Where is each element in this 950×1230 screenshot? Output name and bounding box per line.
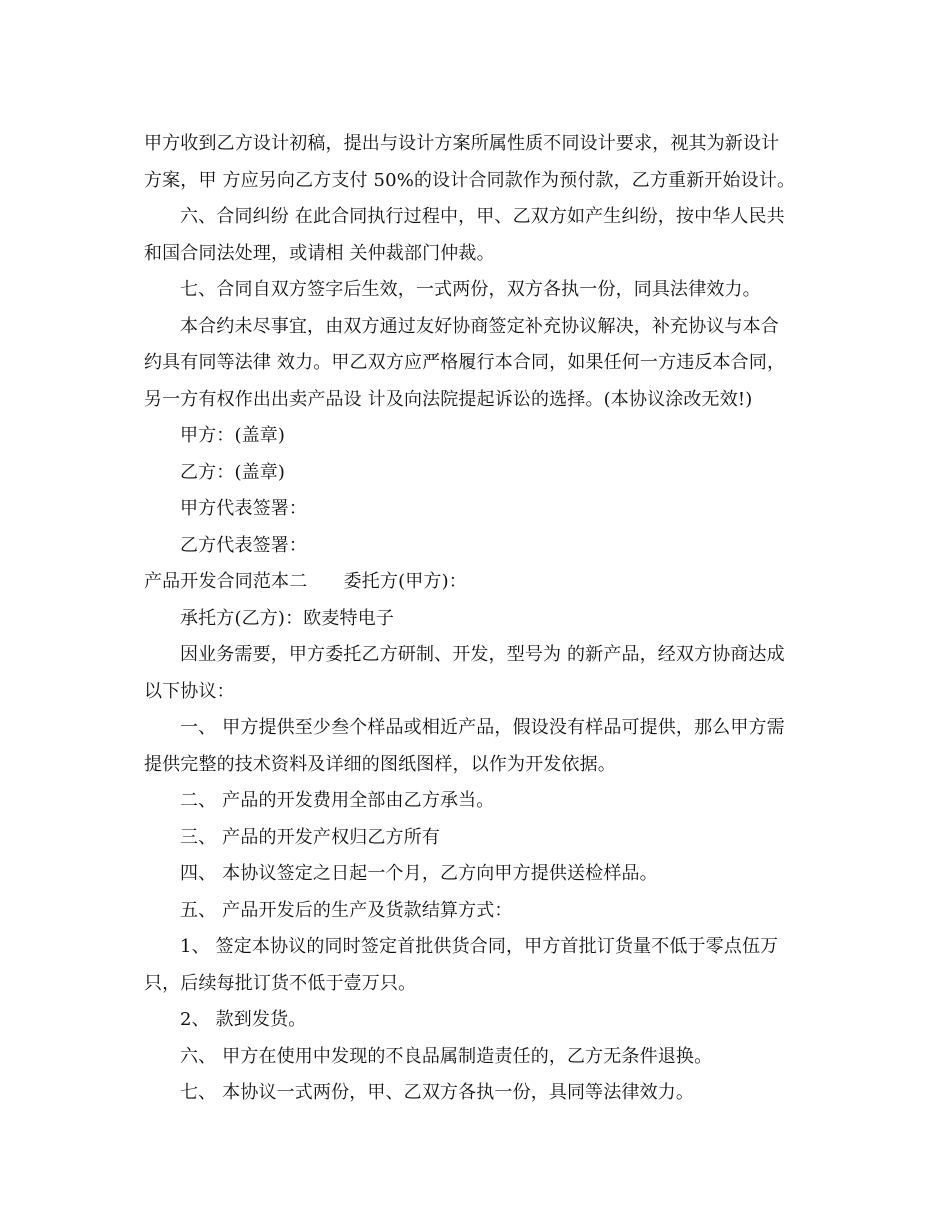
signature-line: 甲方代表签署：: [180, 498, 308, 519]
clause-line: 二、 产品的开发费用全部由乙方承当。: [180, 790, 495, 811]
paragraph-line: 本合约未尽事宜，由双方通过友好协商签定补充协议解决，补充协议与本合: [180, 315, 779, 337]
paragraph-line: 六、合同纠纷 在此合同执行过程中，甲、乙双方如产生纠纷，按中华人民共: [180, 206, 785, 227]
paragraph-line: 以下协议：: [144, 680, 235, 702]
clause-line: 四、 本协议签定之日起一个月，乙方向甲方提供送检样品。: [180, 863, 658, 884]
signature-line: 乙方：(盖章): [180, 461, 286, 483]
paragraph-line: 约具有同等法律 效力。甲乙双方应严格履行本合同，如果任何一方违反本合同，: [144, 352, 786, 373]
clause-line: 三、 产品的开发产权归乙方所有: [180, 826, 440, 848]
paragraph-line: 因业务需要，甲方委托乙方研制、开发，型号为 的新产品，经双方协商达成: [180, 644, 785, 665]
clause-line: 提供完整的技术资料及详细的图纸图样，以作为开发依据。: [144, 753, 616, 775]
document-body: [144, 126, 804, 1112]
clause-line: 2、 款到发货。: [180, 1009, 307, 1030]
paragraph-line: 方案，甲 方应另向乙方支付 50%的设计合同款作为预付款，乙方重新开始设计。: [144, 169, 796, 191]
paragraph-line: 七、合同自双方签字后生效，一式两份，双方各执一份，同具法律效力。: [180, 279, 761, 300]
clause-line: 只，后续每批订货不低于壹万只。: [144, 972, 417, 994]
paragraph-line: 承托方(乙方)：欧麦特电子: [180, 607, 394, 629]
section-title: 产品开发合同范本二 委托方(甲方)：: [144, 571, 467, 592]
paragraph-line: 甲方收到乙方设计初稿，提出与设计方案所属性质不同设计要求，视其为新设计: [144, 133, 780, 154]
paragraph-line: 和国合同法处理，或请相 关仲裁部门仲裁。: [144, 242, 495, 264]
clause-line: 一、 甲方提供至少叁个样品或相近产品，假设没有样品可提供，那么甲方需: [180, 717, 785, 738]
paragraph-line: 另一方有权作出出卖产品设 计及向法院提起诉讼的选择。(本协议涂改无效!): [144, 388, 753, 410]
clause-line: 七、 本协议一式两份，甲、乙双方各执一份，具同等法律效力。: [180, 1082, 695, 1103]
clause-line: 1、 签定本协议的同时签定首批供货合同，甲方首批订货量不低于零点伍万: [180, 936, 779, 957]
signature-line: 乙方代表签署：: [180, 534, 308, 556]
signature-line: 甲方：(盖章): [180, 425, 286, 446]
clause-line: 六、 甲方在使用中发现的不良品属制造责任的，乙方无条件退换。: [180, 1045, 713, 1067]
clause-line: 五、 产品开发后的生产及货款结算方式：: [180, 899, 513, 921]
